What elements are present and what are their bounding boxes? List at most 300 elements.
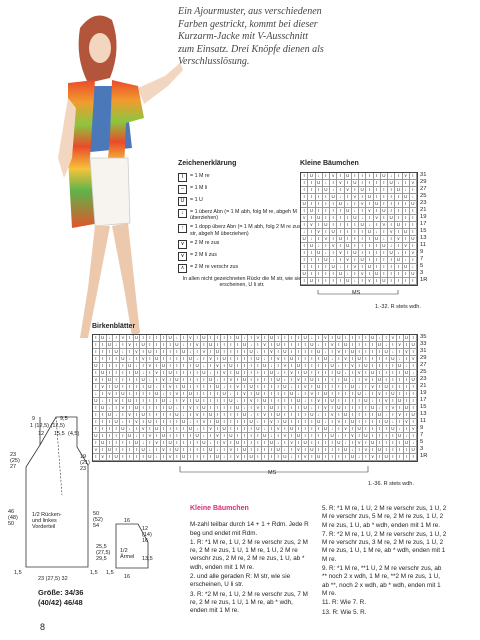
chart-cell: ⋎ — [359, 201, 366, 208]
chart-cell: I — [366, 173, 373, 180]
chart-cell: I — [302, 363, 309, 370]
chart-cell: ⋎ — [167, 454, 174, 461]
chart-cell: ↓ — [323, 180, 330, 187]
intro-line: Farben gestrickt, kommt bei dieser — [178, 18, 318, 30]
chart-cell: ⋎ — [359, 271, 366, 278]
chart-cell: ⋎ — [289, 370, 296, 377]
chart-cell: I — [404, 454, 411, 461]
chart-cell: U — [248, 454, 255, 461]
chart-cell: ↓ — [201, 433, 208, 440]
chart-cell: U — [248, 384, 255, 391]
chart-cell: U — [161, 398, 168, 405]
chart-cell: I — [410, 187, 417, 194]
chart-cell: I — [377, 398, 384, 405]
chart-cell: U — [242, 342, 249, 349]
chart-cell: ↓ — [395, 180, 402, 187]
chart-cell: U — [330, 264, 337, 271]
chart-cell: ↓ — [323, 349, 330, 356]
chart-cell: I — [323, 243, 330, 250]
chart-cell: ↓ — [343, 370, 350, 377]
chart-cell: I — [410, 391, 417, 398]
chart-cell: I — [147, 335, 154, 342]
chart-cell: ⋎ — [410, 356, 417, 363]
chart-cell: I — [275, 349, 282, 356]
chart-cell: ⋎ — [208, 426, 215, 433]
chart-cell: I — [127, 391, 134, 398]
chart-cell: U — [289, 426, 296, 433]
chart-cell: I — [316, 236, 323, 243]
instruction-paragraph: 3. R: *2 M re, 1 U, 2 M re verschr zus, 7 M re, 2 M re zus, 1 U, 1 M re, ab * wdh, enden mit 1 M re. — [190, 590, 308, 615]
chart-cell: I — [161, 419, 168, 426]
chart-cell: U — [296, 433, 303, 440]
chart-cell: ↓ — [134, 433, 141, 440]
chart-cell: I — [330, 201, 337, 208]
chart-cell: I — [352, 271, 359, 278]
chart-cell: ⋎ — [370, 454, 377, 461]
chart-cell: U — [350, 454, 357, 461]
chart-cell: ⋎ — [262, 342, 269, 349]
chart-cell: U — [127, 363, 134, 370]
chart-cell: U — [282, 419, 289, 426]
chart-cell: U — [107, 412, 114, 419]
chart-cell: ↓ — [343, 440, 350, 447]
chart-cell: I — [194, 349, 201, 356]
chart-cell: I — [343, 405, 350, 412]
chart-cell: ⋎ — [107, 391, 114, 398]
chart-cell: I — [350, 370, 357, 377]
chart-cell: I — [161, 405, 168, 412]
chart-cell: ⋎ — [255, 405, 262, 412]
chart-cell: ⋎ — [350, 363, 357, 370]
chart-cell: U — [381, 208, 388, 215]
chart-cell: I — [374, 264, 381, 271]
chart-cell: ⋎ — [242, 391, 249, 398]
chart-cell: U — [383, 454, 390, 461]
chart-cell: I — [134, 426, 141, 433]
chart-cell: I — [309, 349, 316, 356]
chart-cell: I — [403, 271, 410, 278]
chart-cell: U — [302, 370, 309, 377]
chart-cell: ↓ — [356, 384, 363, 391]
chart-cell: I — [127, 377, 134, 384]
chart-cell: ⋎ — [309, 391, 316, 398]
chart-cell: I — [134, 342, 141, 349]
chart-cell: ↓ — [221, 454, 228, 461]
chart-cell: ↓ — [242, 405, 249, 412]
chart-cell: I — [201, 356, 208, 363]
chart-cell: I — [337, 187, 344, 194]
chart-cell: I — [330, 236, 337, 243]
chart-cell: I — [221, 335, 228, 342]
chart-cell: I — [228, 370, 235, 377]
chart-cell: I — [248, 377, 255, 384]
stitch-p2tog-icon: ⋎ — [178, 252, 187, 261]
chart-cell: U — [383, 349, 390, 356]
chart-cell: I — [397, 377, 404, 384]
chart-cell: ↓ — [147, 447, 154, 454]
row-number: 1R — [420, 453, 428, 459]
chart-cell: I — [316, 391, 323, 398]
chart-cell: I — [221, 349, 228, 356]
chart-cell: I — [100, 342, 107, 349]
chart-cell: ↓ — [352, 208, 359, 215]
chart-cell: ↓ — [309, 405, 316, 412]
chart-cell: I — [316, 363, 323, 370]
legend-text: = 1 U — [190, 197, 203, 203]
chart-cell: I — [296, 412, 303, 419]
chart-cell: ⋎ — [404, 349, 411, 356]
chart-cell: I — [366, 243, 373, 250]
chart-cell: I — [242, 356, 249, 363]
chart-cell: I — [350, 342, 357, 349]
chart-cell: ⋎ — [388, 229, 395, 236]
chart-cell: I — [374, 173, 381, 180]
chart-cell: I — [309, 419, 316, 426]
chart-cell: U — [336, 440, 343, 447]
size-values: (40/42) 46/48 — [38, 598, 83, 607]
chart-cell: I — [302, 426, 309, 433]
chart-cell: ↓ — [154, 454, 161, 461]
chart-cell: I — [377, 440, 384, 447]
chart-cell: U — [410, 377, 417, 384]
chart-cell: I — [309, 384, 316, 391]
chart-cell: U — [370, 335, 377, 342]
chart-cell: I — [147, 426, 154, 433]
chart-cell: I — [381, 201, 388, 208]
chart-cell: ⋎ — [269, 419, 276, 426]
chart-cell: I — [93, 342, 100, 349]
legend-text: = 1 M re — [190, 173, 210, 179]
chart-cell: I — [404, 398, 411, 405]
chart-cell: ↓ — [403, 257, 410, 264]
chart-cell: U — [194, 363, 201, 370]
chart-cell: ⋎ — [296, 377, 303, 384]
chart-cell: I — [161, 335, 168, 342]
chart-cell: I — [350, 335, 357, 342]
chart-cell: I — [329, 454, 336, 461]
chart-cell: U — [282, 454, 289, 461]
chart-cell: I — [107, 363, 114, 370]
chart-cell: I — [323, 215, 330, 222]
chart-cell: I — [397, 370, 404, 377]
chart-cell: I — [410, 335, 417, 342]
chart-cell: I — [134, 377, 141, 384]
chart-cell: I — [330, 208, 337, 215]
chart-cell: I — [309, 440, 316, 447]
chart-cell: I — [337, 278, 344, 285]
chart-cell: I — [208, 391, 215, 398]
chart-cell: I — [127, 384, 134, 391]
chart-cell: I — [201, 447, 208, 454]
chart-cell: ⋎ — [235, 384, 242, 391]
chart-cell: ⋎ — [248, 398, 255, 405]
chart-cell: ↓ — [395, 250, 402, 257]
chart-cell: I — [350, 391, 357, 398]
chart-cell: I — [323, 173, 330, 180]
chart-cell: I — [194, 405, 201, 412]
chart-cell: I — [282, 391, 289, 398]
chart-cell: I — [390, 447, 397, 454]
chart-cell: I — [370, 377, 377, 384]
chart-cell: U — [107, 447, 114, 454]
chart-cell: I — [370, 349, 377, 356]
label: 29,5 — [96, 556, 107, 562]
chart-cell: I — [113, 405, 120, 412]
chart-cell: I — [374, 222, 381, 229]
chart-cell: ↓ — [410, 194, 417, 201]
chart-cell: ⋎ — [147, 363, 154, 370]
chart-cell: U — [221, 426, 228, 433]
chart-cell: I — [107, 398, 114, 405]
chart-cell: I — [93, 335, 100, 342]
chart-cell: U — [350, 384, 357, 391]
label: 9,5 — [60, 416, 68, 422]
chart-cell: ↓ — [388, 173, 395, 180]
chart-cell: U — [330, 229, 337, 236]
chart-cell: ⋎ — [374, 215, 381, 222]
chart-cell: I — [228, 454, 235, 461]
chart-cell: U — [356, 426, 363, 433]
stitch-knit-icon: I — [178, 173, 187, 182]
chart-cell: I — [93, 419, 100, 426]
chart-cell: ⋎ — [147, 433, 154, 440]
chart-cell: U — [403, 264, 410, 271]
chart-cell: I — [316, 335, 323, 342]
chart-cell: I — [194, 419, 201, 426]
chart-cell: ↓ — [356, 454, 363, 461]
chart-cell: I — [383, 440, 390, 447]
chart-cell: U — [390, 356, 397, 363]
chart-cell: ↓ — [289, 384, 296, 391]
chart-cell: U — [235, 370, 242, 377]
chart-cell: ↓ — [350, 377, 357, 384]
legend-item — [178, 264, 306, 273]
chart-cell: I — [235, 356, 242, 363]
chart-cell: ⋎ — [289, 440, 296, 447]
chart-cell: I — [388, 278, 395, 285]
chart-cell: U — [215, 419, 222, 426]
chart-cell: I — [323, 412, 330, 419]
chart-cell: ⋎ — [336, 419, 343, 426]
chart-cell: I — [174, 419, 181, 426]
chart-cell: I — [370, 419, 377, 426]
chart-cell: I — [107, 384, 114, 391]
chart-cell: I — [221, 398, 228, 405]
chart-cell: I — [359, 194, 366, 201]
chart-cell: I — [370, 363, 377, 370]
chart-cell: I — [248, 433, 255, 440]
chart-cell: I — [301, 250, 308, 257]
chart-cell: U — [363, 398, 370, 405]
chart-cell: I — [329, 447, 336, 454]
chart-cell: U — [410, 201, 417, 208]
chart-cell: I — [363, 440, 370, 447]
chart-cell: I — [201, 342, 208, 349]
chart-cell: I — [377, 356, 384, 363]
chart-cell: ⋎ — [397, 342, 404, 349]
chart-cell: I — [248, 426, 255, 433]
chart-cell: I — [161, 412, 168, 419]
chart-cell: I — [235, 377, 242, 384]
chart-cell: I — [356, 419, 363, 426]
chart-cell: I — [154, 405, 161, 412]
chart-cell: I — [309, 398, 316, 405]
chart-cell: I — [194, 447, 201, 454]
chart-cell: I — [301, 194, 308, 201]
chart-cell: U — [289, 391, 296, 398]
small-chart-grid — [300, 172, 418, 286]
chart-cell: I — [345, 215, 352, 222]
chart-cell: ⋎ — [221, 370, 228, 377]
chart-cell: I — [381, 250, 388, 257]
chart-cell: I — [100, 433, 107, 440]
chart-cell: ↓ — [120, 349, 127, 356]
chart-cell: I — [343, 349, 350, 356]
chart-cell: I — [134, 398, 141, 405]
chart-cell: U — [188, 356, 195, 363]
chart-cell: ⋎ — [215, 433, 222, 440]
chart-cell: ↓ — [403, 187, 410, 194]
chart-cell: I — [363, 349, 370, 356]
row-number: 23 — [420, 376, 427, 382]
chart-cell: ⋎ — [330, 243, 337, 250]
chart-cell: U — [323, 222, 330, 229]
chart-cell: I — [194, 377, 201, 384]
chart-cell: I — [366, 236, 373, 243]
chart-cell: I — [404, 447, 411, 454]
label: 12 — [38, 431, 45, 437]
chart-cell: I — [188, 398, 195, 405]
chart-cell: ⋎ — [100, 454, 107, 461]
chart-cell: I — [356, 405, 363, 412]
chart-cell: ↓ — [194, 356, 201, 363]
chart-cell: I — [397, 419, 404, 426]
chart-cell: U — [370, 440, 377, 447]
chart-cell: ↓ — [248, 342, 255, 349]
chart-cell: I — [174, 356, 181, 363]
chart-cell: I — [381, 229, 388, 236]
chart-cell: I — [404, 391, 411, 398]
chart-cell: ⋎ — [383, 398, 390, 405]
chart-cell: I — [330, 180, 337, 187]
chart-cell: U — [390, 391, 397, 398]
chart-cell: U — [329, 398, 336, 405]
chart-cell: I — [370, 433, 377, 440]
chart-cell: I — [309, 454, 316, 461]
chart-cell: ↓ — [221, 384, 228, 391]
label: 16 — [124, 518, 131, 524]
chart-cell: I — [167, 377, 174, 384]
chart-cell: U — [242, 377, 249, 384]
chart-cell: U — [201, 335, 208, 342]
chart-cell: U — [302, 335, 309, 342]
chart-cell: ↓ — [100, 398, 107, 405]
chart-cell: U — [181, 454, 188, 461]
chart-cell: I — [242, 433, 249, 440]
chart-cell: I — [390, 370, 397, 377]
chart-cell: I — [377, 433, 384, 440]
chart-cell: I — [410, 208, 417, 215]
chart-cell: I — [208, 405, 215, 412]
chart-cell: U — [201, 370, 208, 377]
chart-cell: ↓ — [275, 440, 282, 447]
chart-cell: U — [100, 370, 107, 377]
chart-cell: I — [289, 405, 296, 412]
chart-cell: U — [120, 426, 127, 433]
chart-cell: I — [403, 180, 410, 187]
chart-cell: I — [410, 405, 417, 412]
row-number: 19 — [420, 214, 427, 220]
chart-cell: I — [302, 356, 309, 363]
chart-cell: ⋎ — [93, 377, 100, 384]
chart-cell: ↓ — [374, 229, 381, 236]
chart-cell: U — [356, 391, 363, 398]
chart-cell: I — [352, 187, 359, 194]
chart-cell: U — [167, 335, 174, 342]
chart-cell: I — [221, 433, 228, 440]
chart-cell: ↓ — [377, 405, 384, 412]
chart-cell: I — [228, 412, 235, 419]
chart-cell: U — [316, 454, 323, 461]
row-number: 35 — [420, 334, 427, 340]
chart-cell: ⋎ — [343, 356, 350, 363]
chart-cell: U — [269, 370, 276, 377]
chart-cell: U — [388, 215, 395, 222]
chart-cell: I — [120, 398, 127, 405]
chart-cell: U — [167, 440, 174, 447]
chart-cell: I — [329, 440, 336, 447]
chart-cell: U — [345, 208, 352, 215]
chart-cell: I — [269, 398, 276, 405]
chart-cell: U — [120, 391, 127, 398]
chart-cell: U — [359, 187, 366, 194]
chart-cell: ↓ — [296, 391, 303, 398]
chart-cell: I — [275, 454, 282, 461]
chart-cell: I — [330, 271, 337, 278]
chart-cell: ⋎ — [140, 356, 147, 363]
chart-cell: I — [397, 447, 404, 454]
chart-cell: I — [181, 405, 188, 412]
chart-cell: I — [330, 215, 337, 222]
chart-cell: U — [201, 440, 208, 447]
chart-cell: ↓ — [397, 356, 404, 363]
intro-text — [178, 6, 378, 69]
chart-cell: I — [356, 433, 363, 440]
chart-cell: I — [403, 208, 410, 215]
chart-cell: U — [147, 349, 154, 356]
row-number: 21 — [420, 207, 427, 213]
chart-cell: I — [194, 440, 201, 447]
chart-cell: I — [93, 370, 100, 377]
chart-cell: U — [410, 271, 417, 278]
chart-cell: I — [395, 278, 402, 285]
chart-cell: ↓ — [377, 335, 384, 342]
chart-cell: I — [100, 391, 107, 398]
chart-cell: I — [248, 370, 255, 377]
chart-cell: I — [140, 391, 147, 398]
chart-cell: I — [377, 426, 384, 433]
chart-cell: I — [296, 440, 303, 447]
chart-cell: U — [100, 405, 107, 412]
chart-cell: I — [395, 271, 402, 278]
chart-cell: U — [242, 447, 249, 454]
chart-cell: I — [337, 222, 344, 229]
chart-cell: I — [343, 433, 350, 440]
chart-cell: ↓ — [404, 433, 411, 440]
chart-cell: U — [323, 187, 330, 194]
chart-cell: ↓ — [352, 278, 359, 285]
instruction-paragraph: 13. R: Wie 5. R. — [322, 608, 367, 616]
